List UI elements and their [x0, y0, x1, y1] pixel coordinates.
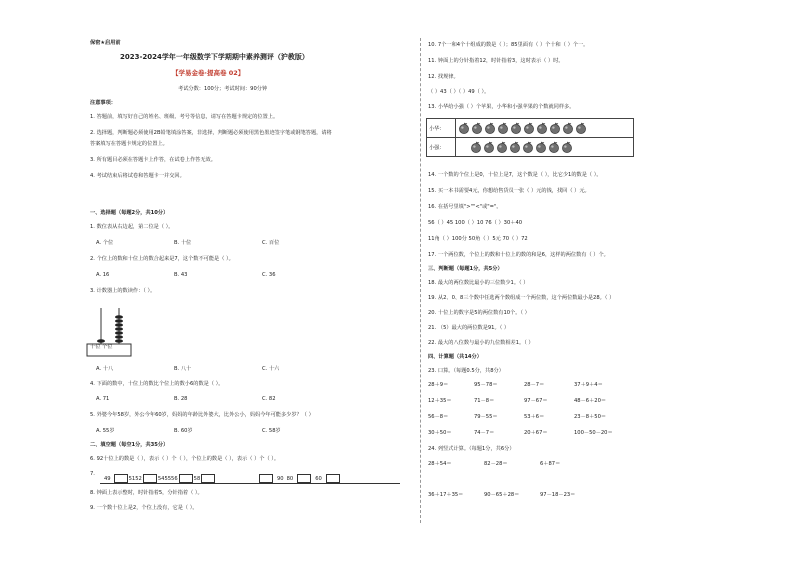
apple-row-xiaoqiang [456, 141, 633, 153]
answer-box[interactable] [179, 474, 193, 483]
answer-box[interactable] [201, 474, 215, 483]
calc-item: 20＋67＝ [524, 430, 548, 436]
calc-item: 74－7＝ [474, 430, 495, 436]
calc-item: 97－67＝ [524, 398, 548, 404]
seq-cell: 55 [164, 475, 172, 482]
apple-icon [536, 122, 548, 134]
question-12: 12. 找规律。 [428, 74, 459, 80]
question-4: 4. 下面的数中，十位上的数比个位上的数小6的数是（ ）。 [90, 381, 224, 387]
apple-icon [509, 141, 521, 153]
section-title: 一、选择题（每题2分，共10分） [90, 210, 169, 216]
apple-icon [496, 141, 508, 153]
option-a: A. 71 [96, 396, 110, 402]
option-a: A. 55岁 [96, 428, 115, 434]
answer-box[interactable] [326, 474, 340, 483]
calc-item: 56－8＝ [428, 414, 449, 420]
notice-item: 1. 答题前，填写好自己的姓名、班级、考号等信息，请写在答题卡规定的位置上。 [90, 114, 279, 120]
calc-item: 95－78＝ [474, 382, 498, 388]
answer-box[interactable] [143, 474, 157, 483]
section-title: 二、填空题（每空1分，共35分） [90, 442, 169, 448]
option-b: B. 60岁 [174, 428, 193, 434]
calc-item: 12＋35＝ [428, 398, 452, 404]
vertical-calc: 90－65＋28＝ [484, 492, 520, 498]
apple-icon [561, 141, 573, 153]
column-divider [420, 38, 421, 523]
option-c: C. 82 [262, 396, 276, 402]
sequence-1 [104, 474, 216, 483]
number-line [100, 483, 400, 484]
question-22: 22. 最大的八位数与最小的九位数相差1。（ ） [428, 340, 534, 346]
sequence-2 [258, 474, 341, 483]
option-b: B. 八十 [174, 366, 192, 372]
option-a: A. 十八 [96, 366, 114, 372]
row-label: 小强： [427, 138, 456, 157]
apple-table [426, 118, 634, 157]
answer-box[interactable] [114, 474, 128, 483]
answer-box[interactable] [297, 474, 311, 483]
section-title: 四、计算题（共14分） [428, 354, 482, 360]
exam-meta: 考试分数：100分；考试时间：90分钟 [178, 86, 268, 92]
seq-cell: 60 [315, 475, 322, 482]
calc-item: 30＋50＝ [428, 430, 452, 436]
section-title: 三、判断题（每题1分，共5分） [428, 266, 503, 272]
vertical-calc: 82－28＝ [484, 461, 508, 467]
apple-icon [510, 122, 522, 134]
option-a: A. 16 [96, 272, 110, 278]
apple-icon [497, 122, 509, 134]
question-2: 2. 个位上的数和十位上的数合起来是7，这个数不可能是（ ）。 [90, 256, 234, 262]
question-16-line-2: 11角（ ）100分 50角（ ）5元 70（ ）72 [428, 236, 528, 242]
apple-icon [484, 122, 496, 134]
notice-item: 4. 考试结束后将试卷和答题卡一并交回。 [90, 173, 185, 179]
question-23: 23. 口算。（每题0.5分，共8分） [428, 368, 504, 374]
apple-icon [523, 122, 535, 134]
question-13: 13. 小华给小强（ ）个苹果，小华和小强苹果的个数就同样多。 [428, 104, 575, 110]
row-label: 小华： [427, 119, 456, 138]
apple-icon [575, 122, 587, 134]
apple-icon [483, 141, 495, 153]
seq-cell: 49 [104, 475, 111, 482]
vertical-calc: 97－18－23＝ [540, 492, 576, 498]
apple-icon [548, 141, 560, 153]
question-16: 16. 在括号里填">""<"或"="。 [428, 204, 502, 210]
seq-cell: 54 [157, 475, 165, 482]
notice-item: 答案填写在答题卡规定的位置上。 [90, 141, 168, 147]
seq-cell: 51 [128, 475, 136, 482]
calc-item: 100－50－20＝ [574, 430, 613, 436]
apple-icon [470, 141, 482, 153]
question-8: 8. 钟面上表示整时，时针指着5，分针指着（ ）。 [90, 490, 203, 496]
apple-row-xiaohua [456, 122, 633, 134]
notice-item: 2. 选择题，判断题必须使用2B铅笔填涂答案，非选择，判断题必须使用黑色墨迹签字笔或钢笔答题，请将 [90, 130, 332, 136]
question-21: 21. （5）最大的两位数是91。（ ） [428, 325, 510, 331]
calc-item: 23－8＋50＝ [574, 414, 607, 420]
option-b: B. 十位 [174, 240, 192, 246]
question-18: 18. 最大的两位数比最小的三位数少1。（ ） [428, 280, 529, 286]
answer-box[interactable] [259, 474, 273, 483]
option-c: C. 58岁 [262, 428, 281, 434]
calc-item: 71－8＝ [474, 398, 495, 404]
option-c: C. 36 [262, 272, 276, 278]
question-9: 9. 一个数十位上是2，个位上没有，它是（ ）。 [90, 505, 198, 511]
question-20: 20. 十位上的数字是5的两位数有10个。（ ） [428, 310, 530, 316]
option-a: A. 个位 [96, 240, 114, 246]
option-b: B. 43 [174, 272, 188, 278]
page-title: 2023-2024学年一年级数学下学期期中素养测评（沪教版） [120, 53, 309, 61]
apple-icon [549, 122, 561, 134]
seq-cell: 52 [135, 475, 142, 482]
question-3: 3. 计数器上的数读作：（ ）。 [90, 288, 156, 294]
vertical-calc: 6＋87＝ [540, 461, 561, 467]
abacus-label: 十位 个位 [90, 344, 113, 350]
seq-cell: 56 [171, 475, 178, 482]
vertical-calc: 28＋54＝ [428, 461, 452, 467]
option-c: C. 十六 [262, 366, 280, 372]
calc-item: 53＋6＝ [524, 414, 545, 420]
calc-item: 28＋9＝ [428, 382, 449, 388]
question-19: 19. 从2、0、8三个数中任选两个数组成一个两位数，这个两位数最小是28。（ ） [428, 295, 615, 301]
question-15: 15. 买一本书需要4元，你想给售货员一张（ ）元的钱，找回（ ）元。 [428, 188, 590, 194]
question-5: 5. 外婆今年58岁，外公今年60岁，妈妈的年龄比外婆大，比外公小，妈妈今年可能多少岁？（ ） [90, 412, 314, 418]
question-14: 14. 一个数的个位上是0，十位上是7，这个数是（ ），比它少1的数是（ ）。 [428, 172, 602, 178]
apple-icon [458, 122, 470, 134]
question-16-line-1: 56（ ）45 100（ ）10 76（ ）30＋40 [428, 220, 523, 226]
question-17: 17. 一个两位数，个位上的数和十位上的数的和是6，这样的两位数有（ ）个。 [428, 252, 609, 258]
question-11: 11. 钟面上的分针指着12，时针指着3，这时表示（ ）时。 [428, 58, 564, 64]
page-subtitle: 【学易金卷·提高卷 02】 [172, 69, 245, 77]
seq-cell: 90 [277, 475, 284, 482]
calc-item: 79－55＝ [474, 414, 498, 420]
calc-item: 37＋9＋4＝ [574, 382, 603, 388]
question-1: 1. 数位表从右边起，第二位是（ ）。 [90, 224, 174, 230]
question-6: 6. 92十位上的数是（ ），表示（ ）个（ ），个位上的数是（ ），表示（ ）个（ ）。 [90, 456, 280, 462]
apple-icon [562, 122, 574, 134]
option-c: C. 百位 [262, 240, 280, 246]
vertical-calc: 36＋17＋35＝ [428, 492, 464, 498]
calc-item: 48－6＋20＝ [574, 398, 607, 404]
apple-icon [471, 122, 483, 134]
seq-cell: 80 [286, 475, 294, 482]
notice-title: 注意事项： [90, 100, 116, 106]
question-12-sequence: （ ）43（ ）（ ）49（ ）。 [428, 89, 490, 95]
apple-icon [535, 141, 547, 153]
notice-item: 3. 所有题目必须在答题卡上作答，在试卷上作答无效。 [90, 157, 216, 163]
secret-label: 保密★启用前 [90, 40, 121, 46]
option-b: B. 28 [174, 396, 188, 402]
seq-cell: 58 [193, 475, 201, 482]
apple-icon [522, 141, 534, 153]
question-10: 10. 7个一和4个十组成的数是（ ）；85里面有（ ）个十和（ ）个一。 [428, 42, 589, 48]
calc-item: 28－7＝ [524, 382, 545, 388]
question-24: 24. 列竖式计算。（每题1分，共6分） [428, 446, 515, 452]
question-7: 7. [90, 471, 95, 477]
